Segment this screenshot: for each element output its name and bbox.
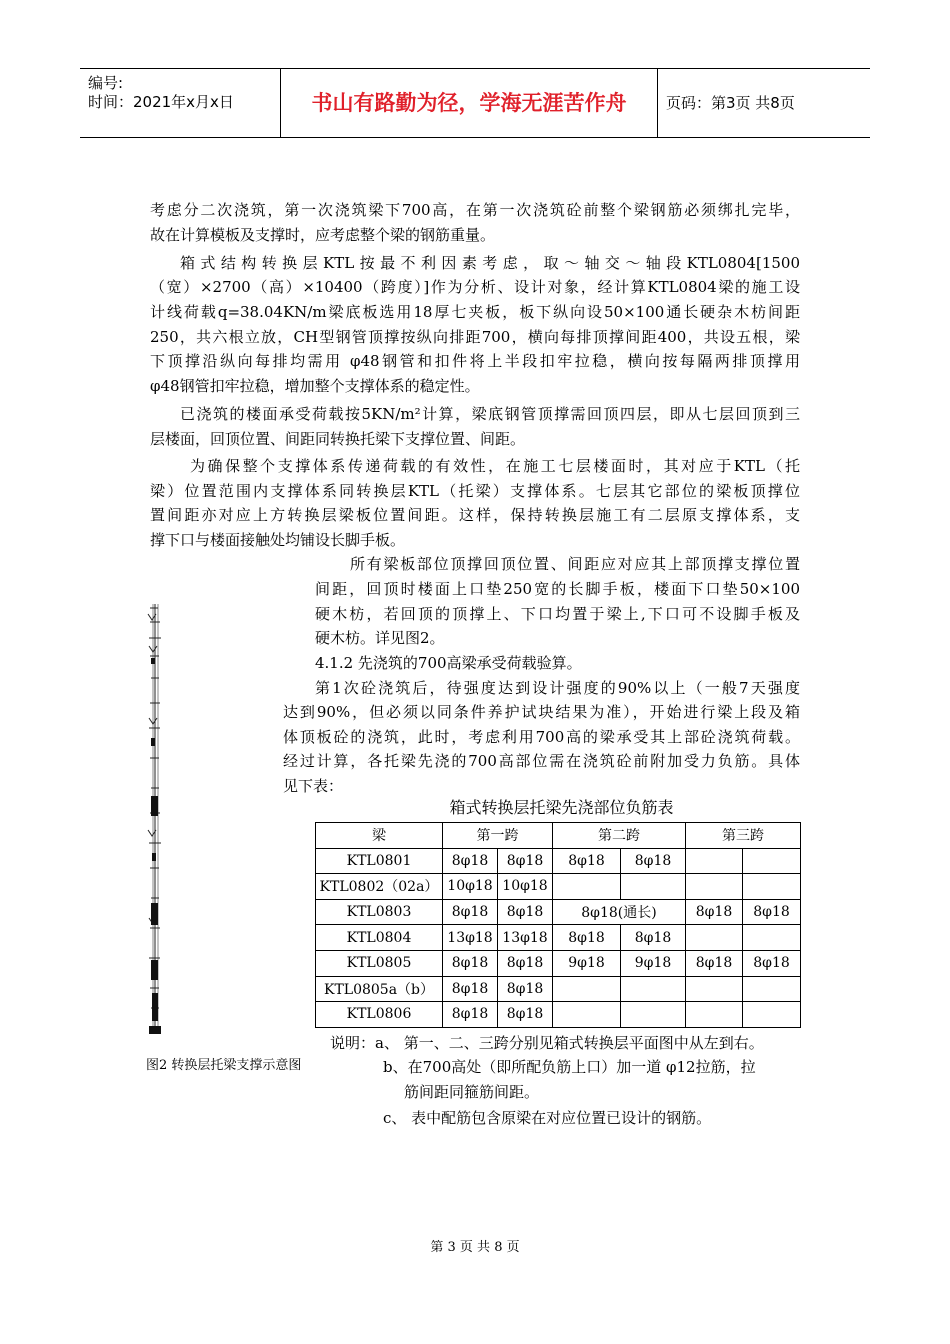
paragraph-line: 硬木枋。详见图2。 xyxy=(315,629,445,647)
paragraph-line: 下顶撑沿纵向每排均需用 φ48钢管和扣件将上半段扣牢拉稳，横向按每隔两排顶撑用 xyxy=(150,352,800,370)
table-title: 箱式转换层托梁先浇部位负筋表 xyxy=(449,798,674,817)
table-cell xyxy=(743,874,801,900)
table-cell: 8φ18 xyxy=(443,950,498,976)
table-cell: KTL0803 xyxy=(316,899,443,925)
table-cell xyxy=(553,976,621,1002)
paragraph-line: 箱式结构转换层KTL按最不利因素考虑，取～轴交～轴段KTL0804[1500 xyxy=(180,254,800,272)
support-diagram-figure xyxy=(140,598,170,1038)
table-cell: 8φ18 xyxy=(498,976,553,1002)
table-cell xyxy=(621,874,686,900)
table-cell xyxy=(553,874,621,900)
paragraph-line: φ48钢管扣牢拉稳，增加整个支撑体系的稳定性。 xyxy=(150,377,480,395)
table-cell: 10φ18 xyxy=(443,874,498,900)
table-cell xyxy=(686,874,743,900)
table-cell xyxy=(621,976,686,1002)
table-cell: 8φ18 xyxy=(553,848,621,874)
table-cell: KTL0801 xyxy=(316,848,443,874)
paragraph-line: 体顶板砼的浇筑，此时，考虑利用700高的梁承受其上部砼浇筑荷载。 xyxy=(283,728,800,746)
table-cell: 8φ18 xyxy=(686,899,743,925)
paragraph-line: 经过计算，各托梁先浇的700高部位需在浇筑砼前附加受力负筋。具体 xyxy=(283,752,800,770)
table-cell: 8φ18 xyxy=(443,1002,498,1028)
table-cell: 8φ18 xyxy=(743,899,801,925)
table-row xyxy=(316,899,801,925)
note-c: c、 表中配筋包含原梁在对应位置已设计的钢筋。 xyxy=(383,1109,712,1127)
table-row xyxy=(316,950,801,976)
paragraph-line: 所有梁板部位顶撑回顶位置、间距应对应其上部顶撑支撑位置 xyxy=(350,555,800,573)
header-left-cell xyxy=(80,69,280,137)
table-row xyxy=(316,976,801,1002)
table-header-cell: 梁 xyxy=(316,823,443,849)
table-header-cell: 第三跨 xyxy=(686,823,801,849)
table-cell: 8φ18(通长) xyxy=(553,899,686,925)
paragraph-line: 梁）位置范围内支撑体系同转换层KTL（托梁）支撑体系。七层其它部位的梁板顶撑位 xyxy=(150,482,800,500)
table-cell xyxy=(743,925,801,951)
paragraph-line: 见下表： xyxy=(283,777,344,795)
table-cell: 8φ18 xyxy=(443,848,498,874)
table-row xyxy=(316,1002,801,1028)
table-cell xyxy=(553,1002,621,1028)
paragraph-line: 撑下口与楼面接触处均铺设长脚手板。 xyxy=(150,531,406,549)
table-cell: 8φ18 xyxy=(498,950,553,976)
page-footer: 第 3 页 共 8 页 xyxy=(430,1240,520,1255)
table-header-cell: 第一跨 xyxy=(443,823,553,849)
table-cell: KTL0802（02a） xyxy=(316,874,443,900)
paragraph-line: 第1次砼浇筑后，待强度达到设计强度的90%以上（一般7天强度 xyxy=(315,679,800,697)
table-row xyxy=(316,925,801,951)
table-cell xyxy=(686,848,743,874)
header-motto: 书山有路勤为径，学海无涯苦作舟 xyxy=(280,69,658,137)
table-cell xyxy=(743,976,801,1002)
rebar-table xyxy=(315,822,801,1028)
table-cell: 10φ18 xyxy=(498,874,553,900)
table-header-cell: 第二跨 xyxy=(553,823,686,849)
section-heading: 4.1.2 先浇筑的700高梁承受荷载验算。 xyxy=(315,654,582,672)
table-cell: 8φ18 xyxy=(621,848,686,874)
document-number-label: 编号: xyxy=(88,74,124,92)
table-cell: 8φ18 xyxy=(686,950,743,976)
paragraph-line: 达到90%，但必须以同条件养护试块结果为准），开始进行梁上段及箱 xyxy=(283,703,800,721)
table-cell: 8φ18 xyxy=(443,899,498,925)
table-cell xyxy=(686,925,743,951)
table-cell: 13φ18 xyxy=(443,925,498,951)
paragraph-line: 间距，回顶时楼面上口垫250宽的长脚手板，楼面下口垫50×100 xyxy=(315,580,800,598)
table-row xyxy=(316,874,801,900)
paragraph-line: 硬木枋，若回顶的顶撑上、下口均置于梁上,下口可不设脚手板及 xyxy=(315,605,800,623)
paragraph-line: 置间距亦对应上方转换层梁板位置间距。这样，保持转换层施工有二层原支撑体系，支 xyxy=(150,506,800,524)
note-b: b、在700高处（即所配负筋上口）加一道 φ12拉筋，拉 xyxy=(383,1058,756,1076)
table-cell: KTL0804 xyxy=(316,925,443,951)
page-header xyxy=(80,68,870,138)
support-diagram-drawing xyxy=(140,598,170,1038)
note-a: 说明：a、 第一、二、三跨分别见箱式转换层平面图中从左到右。 xyxy=(330,1034,764,1052)
table-cell: 9φ18 xyxy=(553,950,621,976)
figure-caption: 图2 转换层托梁支撑示意图 xyxy=(146,1058,302,1073)
table-cell: 8φ18 xyxy=(443,976,498,1002)
table-cell xyxy=(621,1002,686,1028)
table-cell xyxy=(743,1002,801,1028)
note-b-continued: 筋间距同箍筋间距。 xyxy=(404,1083,540,1101)
table-cell: 8φ18 xyxy=(498,1002,553,1028)
paragraph-line: 故在计算模板及支撑时，应考虑整个梁的钢筋重量。 xyxy=(150,226,496,244)
paragraph-line: （宽）×2700（高）×10400（跨度）]作为分析、设计对象，经计算KTL0804梁的施工设 xyxy=(150,278,800,296)
paragraph-line: 250，共六根立放，CH型钢管顶撑按纵向排距700，横向每排顶撑间距400，共设五根，梁 xyxy=(150,328,800,346)
table-cell: 8φ18 xyxy=(621,925,686,951)
table-cell xyxy=(686,1002,743,1028)
table-cell: 8φ18 xyxy=(498,899,553,925)
table-cell: 9φ18 xyxy=(621,950,686,976)
paragraph-line: 考虑分二次浇筑，第一次浇筑梁下700高，在第一次浇筑砼前整个梁钢筋必须绑扎完毕， xyxy=(150,201,800,219)
table-row xyxy=(316,848,801,874)
table-cell: 13φ18 xyxy=(498,925,553,951)
document-date-label: 时间：2021年x月x日 xyxy=(88,93,234,111)
paragraph-line: 计线荷载q=38.04KN/m梁底板选用18厚七夹板，板下纵向设50×100通长硬杂木枋间距 xyxy=(150,303,800,321)
table-cell: KTL0805 xyxy=(316,950,443,976)
table-cell: KTL0806 xyxy=(316,1002,443,1028)
table-cell: 8φ18 xyxy=(743,950,801,976)
header-page-info: 页码：第3页 共8页 xyxy=(666,94,795,112)
paragraph-line: 层楼面，回顶位置、间距同转换托梁下支撑位置、间距。 xyxy=(150,430,526,448)
table-cell xyxy=(686,976,743,1002)
paragraph-line: 为确保整个支撑体系传递荷载的有效性，在施工七层楼面时，其对应于KTL（托 xyxy=(190,457,800,475)
paragraph-line: 已浇筑的楼面承受荷载按5KN/m²计算，梁底钢管顶撑需回顶四层，即从七层回顶到三 xyxy=(180,405,800,423)
table-cell xyxy=(743,848,801,874)
table-header-row xyxy=(316,823,801,849)
table-cell: KTL0805a（b） xyxy=(316,976,443,1002)
table-cell: 8φ18 xyxy=(553,925,621,951)
table-cell: 8φ18 xyxy=(498,848,553,874)
